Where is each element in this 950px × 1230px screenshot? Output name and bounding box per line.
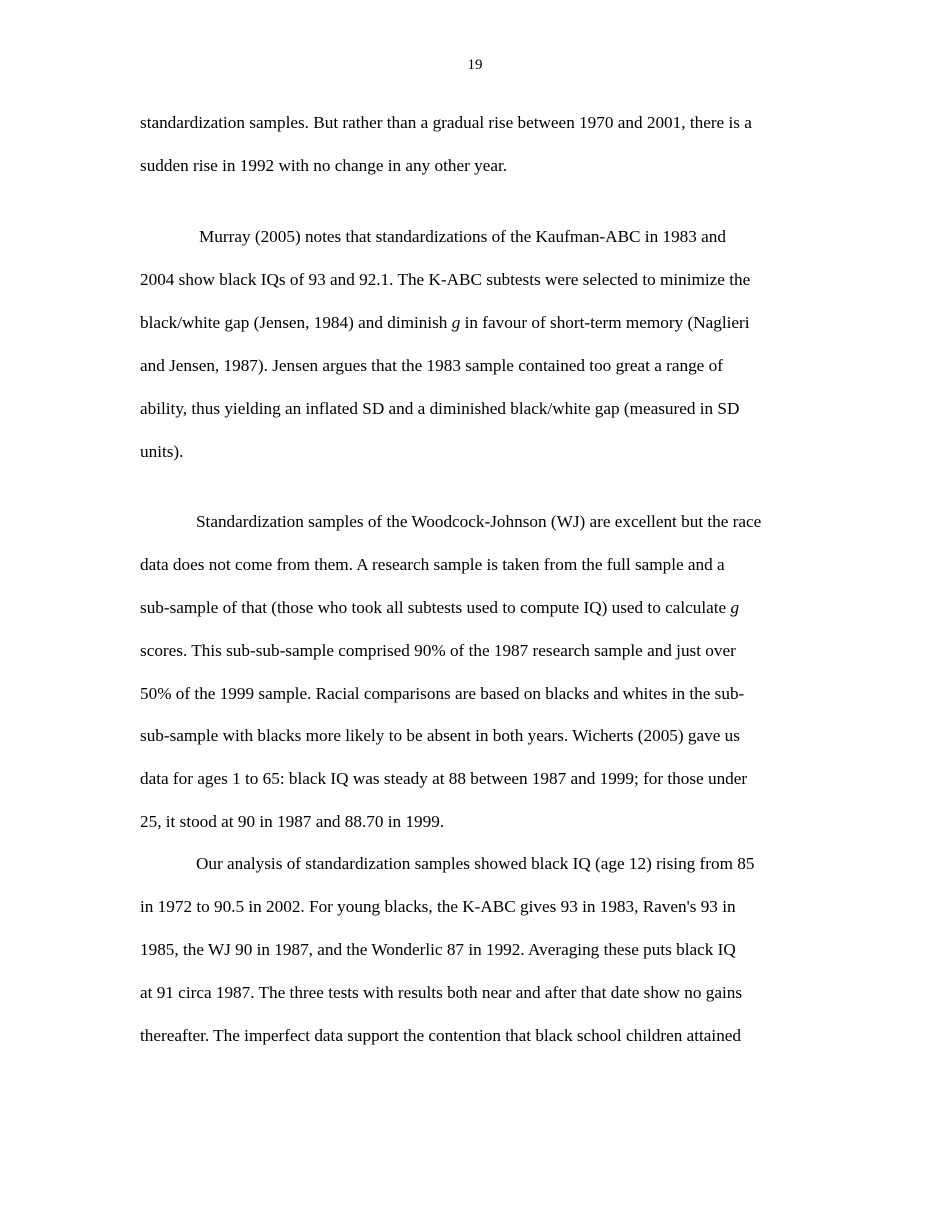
text-line: in 1972 to 90.5 in 2002. For young blacks, the K-ABC gives 93 in 1983, Raven's 93 in	[140, 897, 736, 916]
text-line: Our analysis of standardization samples showed black IQ (age 12) rising from 85	[196, 854, 755, 873]
italic-g: g	[451, 313, 461, 332]
text-line: scores. This sub-sub-sample comprised 90% of the 1987 research sample and just over	[140, 641, 736, 660]
text-line: units).	[140, 442, 184, 461]
page-number: 19	[467, 57, 483, 73]
text-line: data for ages 1 to 65: black IQ was steady at 88 between 1987 and 1999; for those under	[140, 769, 748, 788]
text-line: 25, it stood at 90 in 1987 and 88.70 in 1999.	[140, 812, 445, 831]
italic-g: g	[730, 598, 740, 617]
text-line: data does not come from them. A research sample is taken from the full sample and a	[140, 555, 725, 574]
text-line	[140, 597, 739, 619]
text-line: 50% of the 1999 sample. Racial comparisons are based on blacks and whites in the sub-	[140, 684, 745, 703]
text-line: thereafter. The imperfect data support the contention that black school children attained	[140, 1026, 742, 1045]
text-line: and Jensen, 1987). Jensen argues that the 1983 sample contained too great a range of	[140, 356, 723, 375]
text-line: at 91 circa 1987. The three tests with results both near and after that date show no gains	[140, 983, 743, 1002]
text-segment: sub-sample of that (those who took all subtests used to compute IQ) used to calculate	[140, 598, 731, 617]
text-segment: in favour of short-term memory (Naglieri	[460, 313, 750, 332]
text-line: sub-sample with blacks more likely to be absent in both years. Wicherts (2005) gave us	[140, 726, 740, 745]
text-line: standardization samples. But rather than a gradual rise between 1970 and 2001, there is a	[140, 113, 752, 132]
text-line	[140, 312, 750, 334]
text-line: 2004 show black IQs of 93 and 92.1. The K-ABC subtests were selected to minimize the	[140, 270, 751, 289]
text-line: sudden rise in 1992 with no change in any other year.	[140, 156, 508, 175]
text-line: 1985, the WJ 90 in 1987, and the Wonderlic 87 in 1992. Averaging these puts black IQ	[140, 940, 736, 959]
text-line: Standardization samples of the Woodcock-Johnson (WJ) are excellent but the race	[196, 512, 762, 531]
text-line: ability, thus yielding an inflated SD and a diminished black/white gap (measured in SD	[140, 399, 740, 418]
text-line: Murray (2005) notes that standardizations of the Kaufman-ABC in 1983 and	[199, 227, 726, 246]
text-segment: black/white gap (Jensen, 1984) and diminish	[140, 313, 452, 332]
